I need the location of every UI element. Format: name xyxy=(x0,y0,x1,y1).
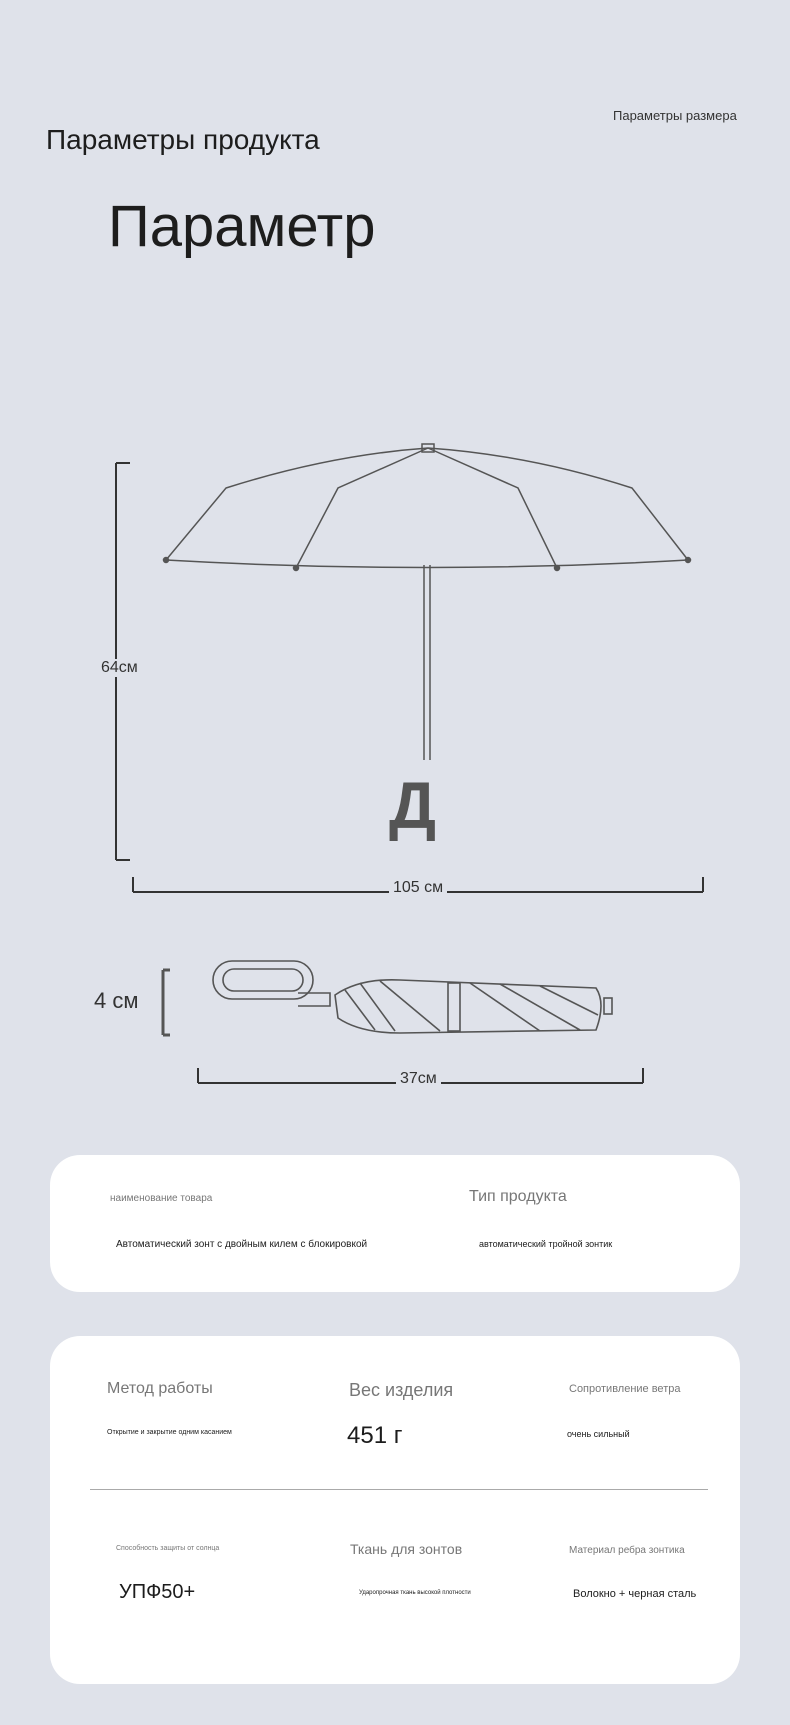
wind-label: Сопротивление ветра xyxy=(569,1383,681,1395)
specs-card xyxy=(50,1336,740,1684)
wind-value: очень сильный xyxy=(567,1429,630,1439)
page-title: Параметр xyxy=(108,194,376,259)
weight-value: 451 г xyxy=(347,1422,403,1449)
sun-protection-value: УПФ50+ xyxy=(119,1581,196,1603)
diameter-dimension-line xyxy=(163,970,170,1035)
fabric-value: Ударопрочная ткань высокой плотности xyxy=(359,1590,471,1596)
diameter-label: 4 см xyxy=(90,988,142,1014)
product-name-label: наименование товара xyxy=(110,1193,213,1204)
method-value: Открытие и закрытие одним касанием xyxy=(107,1429,232,1436)
height-label: 64см xyxy=(97,659,142,677)
rib-material-label: Материал ребра зонтика xyxy=(569,1545,685,1556)
method-label: Метод работы xyxy=(107,1380,213,1397)
product-type-value: автоматический тройной зонтик xyxy=(479,1239,613,1249)
handle-letter: Д xyxy=(389,768,437,842)
product-type-label: Тип продукта xyxy=(469,1188,567,1205)
open-width-label: 105 см xyxy=(389,879,447,897)
product-name-value: Автоматический зонт с двойным килем с блокировкой xyxy=(116,1239,368,1250)
product-info-card xyxy=(50,1155,740,1292)
open-umbrella-icon xyxy=(164,444,691,760)
specs-divider xyxy=(90,1489,708,1490)
weight-label: Вес изделия xyxy=(349,1380,454,1400)
fabric-label: Ткань для зонтов xyxy=(350,1541,463,1557)
rib-material-value: Волокно + черная сталь xyxy=(573,1588,697,1600)
folded-umbrella-icon xyxy=(213,961,612,1033)
page-subtitle: Параметры продукта xyxy=(46,124,320,155)
folded-length-label: 37см xyxy=(396,1070,441,1088)
size-params-label: Параметры размера xyxy=(613,108,737,123)
sun-protection-label: Способность защиты от солнца xyxy=(116,1545,220,1552)
